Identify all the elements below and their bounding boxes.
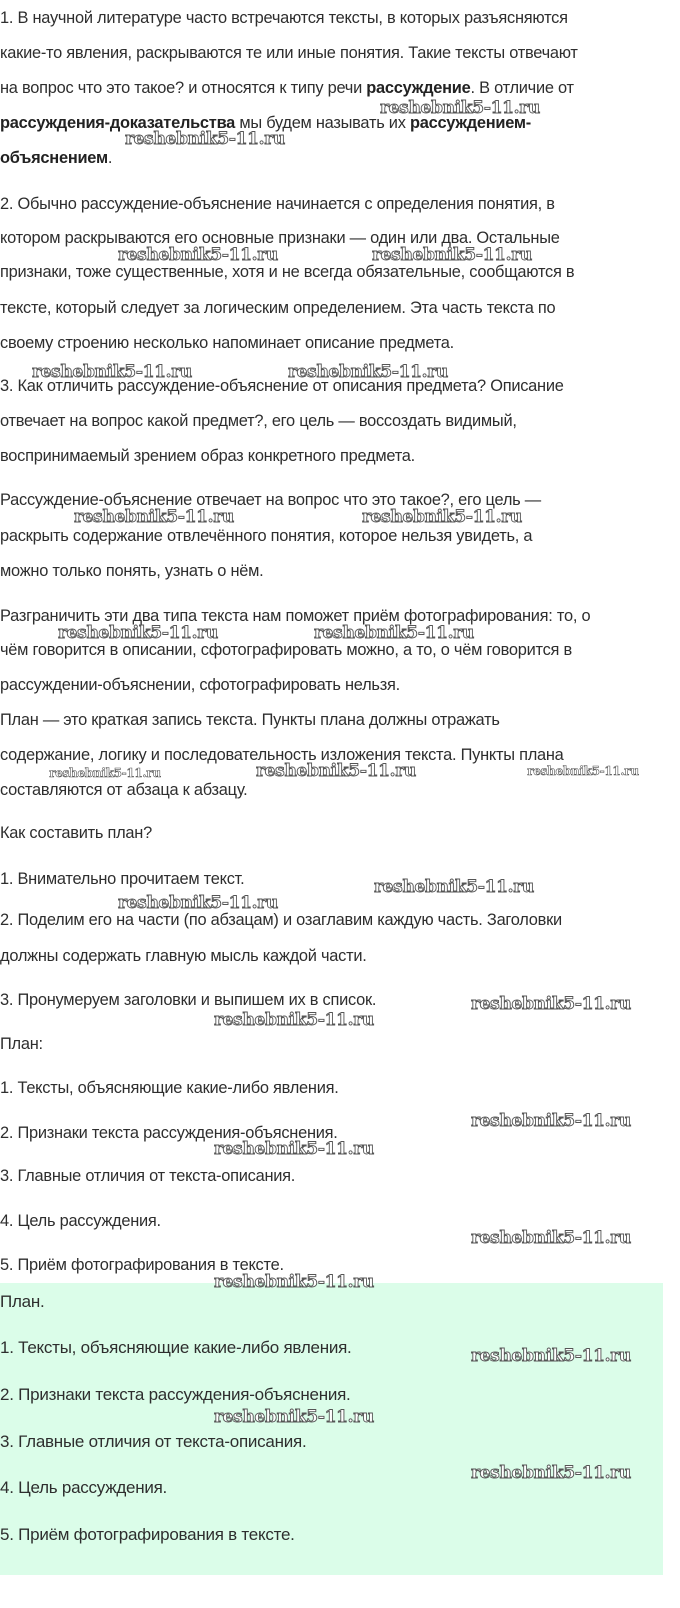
text-segment: на вопрос что это такое? и относятся к типу речи: [0, 79, 367, 97]
text-line: [0, 606, 590, 626]
text-segment: можно только понять, узнать о нём.: [0, 562, 264, 580]
watermark: reshebnik5-11.ru: [471, 1228, 631, 1248]
text-line: [0, 710, 500, 730]
watermark: reshebnik5-11.ru: [288, 362, 448, 382]
text-line: [0, 1211, 161, 1231]
text-segment: 2. Обычно рассуждение-объяснение начинается с определения понятия, в: [0, 195, 555, 213]
text-segment: составляются от абзаца к абзацу.: [0, 781, 248, 799]
watermark: reshebnik5-11.ru: [125, 129, 285, 149]
text-line: [0, 446, 415, 466]
watermark: reshebnik5-11.ru: [256, 761, 416, 781]
text-line: [0, 1078, 339, 1098]
watermark: reshebnik5-11.ru: [214, 1272, 374, 1292]
text-segment: своему строению несколько напоминает описание предмета.: [0, 334, 454, 352]
text-line: [0, 910, 562, 930]
answer-heading: План.: [0, 1292, 45, 1311]
text-line: [0, 823, 152, 843]
watermark: reshebnik5-11.ru: [471, 994, 631, 1014]
answer-item: 1. Тексты, объясняющие какие-либо явления.: [0, 1338, 352, 1357]
bold-term: рассуждения-доказательства: [0, 114, 236, 132]
text-segment: отвечает на вопрос какой предмет?, его цель — воссоздать видимый,: [0, 412, 517, 430]
text-line: [0, 1166, 295, 1186]
text-line: [0, 376, 564, 396]
text-line: [0, 1034, 43, 1054]
text-line: [0, 675, 400, 695]
text-line: [0, 1123, 338, 1143]
text-line: [0, 990, 376, 1010]
text-segment: должны содержать главную мысль каждой части.: [0, 947, 367, 965]
watermark: reshebnik5-11.ru: [527, 764, 639, 778]
text-segment: 1. Внимательно прочитаем текст.: [0, 870, 245, 888]
watermark: reshebnik5-11.ru: [214, 1139, 374, 1159]
watermark: reshebnik5-11.ru: [74, 507, 234, 527]
text-segment: 1. В научной литературе часто встречаются тексты, в которых разъясняются: [0, 9, 568, 27]
watermark: reshebnik5-11.ru: [32, 362, 192, 382]
text-segment: раскрыть содержание отвлечённого понятия, которое нельзя увидеть, а: [0, 527, 533, 545]
answer-item: 2. Признаки текста рассуждения-объяснения.: [0, 1385, 351, 1404]
text-line: [0, 262, 574, 282]
text-segment: . В отличие от: [470, 79, 574, 97]
watermark: reshebnik5-11.ru: [118, 245, 278, 265]
text-line: [0, 194, 555, 214]
bold-term: объяснением: [0, 149, 108, 167]
text-segment: .: [107, 149, 113, 167]
text-segment: какие-то явления, раскрываются те или иные понятия. Такие тексты отвечают: [0, 44, 578, 62]
text-segment: признаки, тоже существенные, хотя и не всегда обязательные, сообщаются в: [0, 263, 575, 281]
text-line: [0, 526, 532, 546]
watermark: reshebnik5-11.ru: [49, 766, 161, 780]
text-segment: мы будем называть их: [235, 114, 410, 132]
text-segment: Как составить план?: [0, 824, 152, 842]
text-segment: Рассуждение-объяснение отвечает на вопрос что это такое?, его цель —: [0, 491, 541, 509]
bold-term: рассуждение: [366, 79, 471, 97]
watermark: reshebnik5-11.ru: [374, 877, 534, 897]
watermark: reshebnik5-11.ru: [214, 1010, 374, 1030]
text-segment: тексте, который следует за логическим определением. Эта часть текста по: [0, 299, 556, 317]
text-segment: 2. Поделим его на части (по абзацам) и озаглавим каждую часть. Заголовки: [0, 911, 562, 929]
text-line: [0, 333, 454, 353]
text-line: [0, 561, 263, 581]
text-segment: котором раскрываются его основные признаки — один или два. Остальные: [0, 229, 560, 247]
text-line: [0, 148, 112, 168]
text-segment: 3. Как отличить рассуждение-объяснение от описания предмета? Описание: [0, 377, 564, 395]
text-segment: План:: [0, 1035, 43, 1053]
text-line: [0, 113, 531, 133]
watermark: reshebnik5-11.ru: [372, 245, 532, 265]
text-segment: чём говорится в описании, сфотографировать можно, а то, о чём говорится в: [0, 641, 572, 659]
text-segment: 3. Главные отличия от текста-описания.: [0, 1167, 296, 1185]
watermark: reshebnik5-11.ru: [118, 893, 278, 913]
watermark: reshebnik5-11.ru: [380, 98, 540, 118]
text-segment: 1. Тексты, объясняющие какие-либо явления.: [0, 1079, 339, 1097]
text-line: [0, 411, 517, 431]
text-segment: 4. Цель рассуждения.: [0, 1212, 161, 1230]
text-line: [0, 780, 247, 800]
answer-item: 4. Цель рассуждения.: [0, 1478, 168, 1497]
watermark: reshebnik5-11.ru: [214, 1407, 374, 1427]
watermark: reshebnik5-11.ru: [471, 1346, 631, 1366]
text-line: [0, 640, 572, 660]
bold-term: рассуждением-: [409, 114, 531, 132]
watermark: reshebnik5-11.ru: [58, 623, 218, 643]
watermark: reshebnik5-11.ru: [471, 1463, 631, 1483]
watermark: reshebnik5-11.ru: [471, 1111, 631, 1131]
text-line: [0, 228, 560, 248]
text-line: [0, 8, 568, 28]
text-segment: План — это краткая запись текста. Пункты плана должны отражать: [0, 711, 500, 729]
text-segment: 5. Приём фотографирования в тексте.: [0, 1256, 284, 1274]
text-segment: воспринимаемый зрением образ конкретного предмета.: [0, 447, 415, 465]
text-segment: содержание, логику и последовательность изложения текста. Пункты плана: [0, 746, 564, 764]
watermark: reshebnik5-11.ru: [314, 623, 474, 643]
text-line: [0, 869, 244, 889]
text-segment: Разграничить эти два типа текста нам поможет приём фотографирования: то, о: [0, 607, 591, 625]
text-line: [0, 298, 555, 318]
text-line: [0, 745, 564, 765]
watermark: reshebnik5-11.ru: [362, 507, 522, 527]
text-line: [0, 490, 541, 510]
text-segment: 3. Пронумеруем заголовки и выпишем их в список.: [0, 991, 377, 1009]
text-segment: 2. Признаки текста рассуждения-объяснения.: [0, 1124, 338, 1142]
text-line: [0, 946, 367, 966]
answer-item: 5. Приём фотографирования в тексте.: [0, 1525, 295, 1544]
answer-item: 3. Главные отличия от текста-описания.: [0, 1432, 307, 1451]
text-segment: рассуждении-объяснении, сфотографировать нельзя.: [0, 676, 400, 694]
text-line: [0, 1255, 284, 1275]
text-line: [0, 43, 578, 63]
text-line: [0, 78, 574, 98]
answer-block: [0, 1283, 663, 1575]
